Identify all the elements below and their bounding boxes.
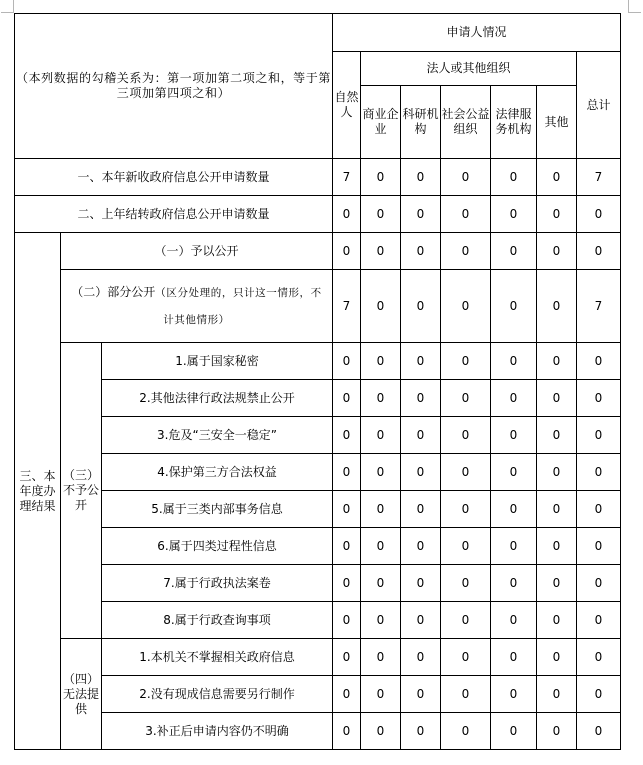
cell-public-welfare: 0 [441, 565, 491, 602]
table-row [15, 159, 621, 196]
cell-natural: 0 [333, 417, 361, 454]
gov-info-disclosure-table [14, 13, 621, 750]
row-label: 7.属于行政执法案卷 [102, 565, 333, 602]
row-label: 一、本年新收政府信息公开申请数量 [15, 159, 333, 196]
cell-total: 0 [577, 491, 621, 528]
cell-public-welfare: 0 [441, 417, 491, 454]
table-row [15, 380, 621, 417]
row-label: 5.属于三类内部事务信息 [102, 491, 333, 528]
cell-legal-service: 0 [491, 343, 537, 380]
cell-research: 0 [401, 380, 441, 417]
cell-commercial: 0 [361, 343, 401, 380]
cell-research: 0 [401, 491, 441, 528]
cell-natural: 0 [333, 676, 361, 713]
cell-natural: 0 [333, 639, 361, 676]
cell-public-welfare: 0 [441, 528, 491, 565]
cell-natural: 0 [333, 565, 361, 602]
cell-other: 0 [537, 343, 577, 380]
table-row [15, 343, 621, 380]
cell-commercial: 0 [361, 565, 401, 602]
cell-commercial: 0 [361, 454, 401, 491]
table-row [15, 491, 621, 528]
cell-public-welfare: 0 [441, 639, 491, 676]
table-row [15, 676, 621, 713]
row-label: 2.其他法律行政法规禁止公开 [102, 380, 333, 417]
cell-total: 0 [577, 417, 621, 454]
cell-public-welfare: 0 [441, 270, 491, 343]
cell-other: 0 [537, 159, 577, 196]
cell-natural: 7 [333, 270, 361, 343]
cell-total: 0 [577, 454, 621, 491]
reconciliation-note: （本列数据的勾稽关系为：第一项加第二项之和，等于第三项加第四项之和） [15, 14, 333, 159]
cell-public-welfare: 0 [441, 159, 491, 196]
cell-commercial: 0 [361, 491, 401, 528]
cell-commercial: 0 [361, 417, 401, 454]
cell-other: 0 [537, 454, 577, 491]
cell-commercial: 0 [361, 713, 401, 750]
cell-research: 0 [401, 417, 441, 454]
table-row [15, 270, 621, 343]
cell-legal-service: 0 [491, 528, 537, 565]
cell-research: 0 [401, 676, 441, 713]
cell-other: 0 [537, 639, 577, 676]
cell-natural: 0 [333, 343, 361, 380]
applicant-header: 申请人情况 [333, 14, 621, 52]
cell-natural: 0 [333, 602, 361, 639]
cell-commercial: 0 [361, 196, 401, 233]
cell-natural: 0 [333, 233, 361, 270]
cell-commercial: 0 [361, 528, 401, 565]
cell-total: 7 [577, 159, 621, 196]
cell-public-welfare: 0 [441, 676, 491, 713]
cell-legal-service: 0 [491, 454, 537, 491]
row-label: 6.属于四类过程性信息 [102, 528, 333, 565]
cell-research: 0 [401, 454, 441, 491]
cell-commercial: 0 [361, 159, 401, 196]
cell-other: 0 [537, 676, 577, 713]
row-label: 3.补正后申请内容仍不明确 [102, 713, 333, 750]
cell-public-welfare: 0 [441, 491, 491, 528]
cell-natural: 7 [333, 159, 361, 196]
cell-other: 0 [537, 380, 577, 417]
cell-legal-service: 0 [491, 159, 537, 196]
table-row [15, 639, 621, 676]
cell-research: 0 [401, 343, 441, 380]
cell-research: 0 [401, 270, 441, 343]
cell-legal-service: 0 [491, 417, 537, 454]
cell-other: 0 [537, 565, 577, 602]
row-label: 3.危及“三安全一稳定” [102, 417, 333, 454]
row-label: 1.本机关不掌握相关政府信息 [102, 639, 333, 676]
table-row [15, 565, 621, 602]
cell-commercial: 0 [361, 270, 401, 343]
cell-total: 0 [577, 713, 621, 750]
table-row [15, 233, 621, 270]
cell-research: 0 [401, 196, 441, 233]
cell-legal-service: 0 [491, 380, 537, 417]
cell-other: 0 [537, 713, 577, 750]
header-other: 其他 [537, 86, 577, 159]
cell-total: 0 [577, 196, 621, 233]
row-label: 二、上年结转政府信息公开申请数量 [15, 196, 333, 233]
cell-legal-service: 0 [491, 676, 537, 713]
cell-research: 0 [401, 713, 441, 750]
cell-natural: 0 [333, 454, 361, 491]
cell-legal-service: 0 [491, 602, 537, 639]
cell-legal-service: 0 [491, 196, 537, 233]
cell-other: 0 [537, 233, 577, 270]
cell-commercial: 0 [361, 380, 401, 417]
table-row [15, 528, 621, 565]
table-row [15, 417, 621, 454]
cell-total: 0 [577, 233, 621, 270]
cell-other: 0 [537, 528, 577, 565]
cell-other: 0 [537, 602, 577, 639]
cell-public-welfare: 0 [441, 713, 491, 750]
cell-research: 0 [401, 565, 441, 602]
unable-group-label: （四）无法提供 [61, 639, 102, 750]
table-row [15, 196, 621, 233]
cell-public-welfare: 0 [441, 343, 491, 380]
header-legal-service: 法律服务机构 [491, 86, 537, 159]
cell-total: 0 [577, 602, 621, 639]
cell-commercial: 0 [361, 639, 401, 676]
cell-other: 0 [537, 196, 577, 233]
cell-natural: 0 [333, 528, 361, 565]
cell-other: 0 [537, 270, 577, 343]
corner-mark-left [1, 0, 14, 13]
cell-other: 0 [537, 491, 577, 528]
row-label: 4.保护第三方合法权益 [102, 454, 333, 491]
cell-total: 0 [577, 343, 621, 380]
header-research: 科研机构 [401, 86, 441, 159]
cell-natural: 0 [333, 380, 361, 417]
cell-legal-service: 0 [491, 270, 537, 343]
section3-label: 三、本年度办理结果 [15, 233, 61, 750]
cell-commercial: 0 [361, 676, 401, 713]
table-row [15, 713, 621, 750]
cell-natural: 0 [333, 713, 361, 750]
cell-public-welfare: 0 [441, 602, 491, 639]
row-label-partial: （二）部分公开（区分处理的，只计这一情形，不计其他情形） [61, 270, 333, 343]
cell-total: 0 [577, 565, 621, 602]
table-row [15, 602, 621, 639]
row-label: 8.属于行政查询事项 [102, 602, 333, 639]
cell-natural: 0 [333, 196, 361, 233]
cell-total: 0 [577, 528, 621, 565]
cell-public-welfare: 0 [441, 196, 491, 233]
cell-total: 0 [577, 380, 621, 417]
corner-mark-right [628, 0, 641, 13]
cell-legal-service: 0 [491, 565, 537, 602]
cell-commercial: 0 [361, 233, 401, 270]
header-commercial: 商业企业 [361, 86, 401, 159]
cell-research: 0 [401, 233, 441, 270]
header-public-welfare: 社会公益组织 [441, 86, 491, 159]
cell-total: 7 [577, 270, 621, 343]
row-label: 2.没有现成信息需要另行制作 [102, 676, 333, 713]
legal-entity-header: 法人或其他组织 [361, 52, 577, 86]
cell-public-welfare: 0 [441, 454, 491, 491]
table-row [15, 454, 621, 491]
total-header: 总计 [577, 52, 621, 159]
cell-legal-service: 0 [491, 639, 537, 676]
deny-group-label: （三）不予公开 [61, 343, 102, 639]
cell-total: 0 [577, 639, 621, 676]
cell-total: 0 [577, 676, 621, 713]
row-label: （一）予以公开 [61, 233, 333, 270]
cell-commercial: 0 [361, 602, 401, 639]
cell-research: 0 [401, 528, 441, 565]
natural-person-header: 自然人 [333, 52, 361, 159]
cell-legal-service: 0 [491, 233, 537, 270]
cell-public-welfare: 0 [441, 380, 491, 417]
cell-legal-service: 0 [491, 491, 537, 528]
cell-natural: 0 [333, 491, 361, 528]
cell-research: 0 [401, 159, 441, 196]
cell-other: 0 [537, 417, 577, 454]
row-label: 1.属于国家秘密 [102, 343, 333, 380]
cell-public-welfare: 0 [441, 233, 491, 270]
cell-legal-service: 0 [491, 713, 537, 750]
cell-research: 0 [401, 639, 441, 676]
cell-research: 0 [401, 602, 441, 639]
